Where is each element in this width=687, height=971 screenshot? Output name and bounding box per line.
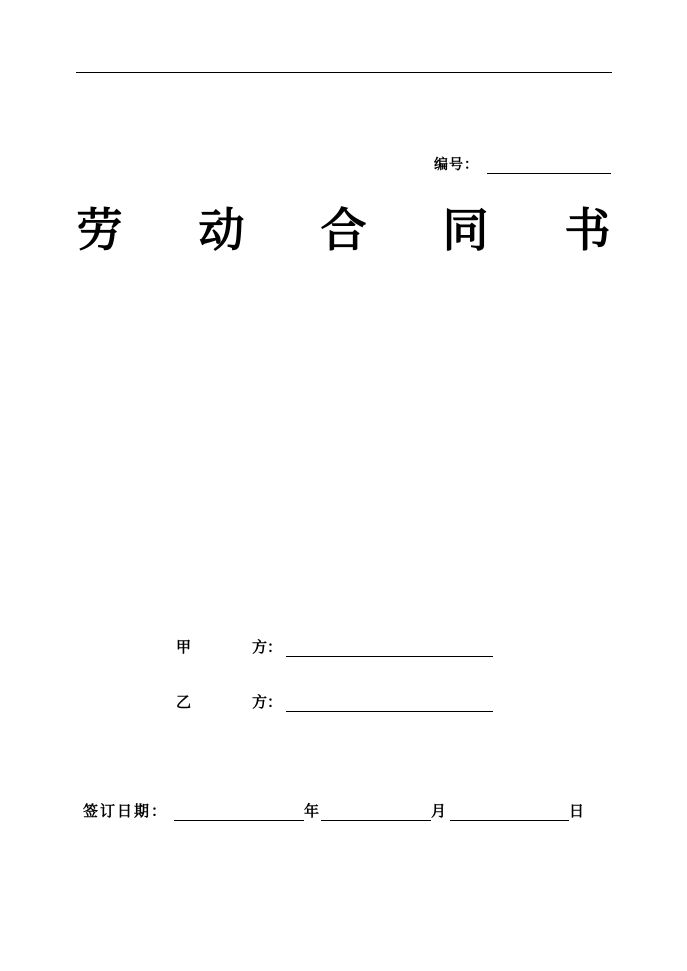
party-b-label-char: 乙 <box>176 693 192 711</box>
header-rule <box>76 72 612 73</box>
signing-day-field[interactable] <box>450 802 569 821</box>
party-a-field[interactable] <box>286 638 493 657</box>
day-label: 日 <box>569 802 587 820</box>
serial-number-label: 编号： <box>434 157 479 173</box>
signing-date-label: 签订日期： <box>83 802 169 820</box>
signing-date-row <box>83 800 586 821</box>
serial-number-row <box>434 154 611 174</box>
party-a-label-char: 甲 <box>176 638 192 656</box>
signing-month-field[interactable] <box>321 802 431 821</box>
year-label: 年 <box>304 802 322 820</box>
party-a-label-suffix: 方： <box>252 638 283 656</box>
party-b-field[interactable] <box>286 693 493 712</box>
party-a-row <box>176 636 493 657</box>
serial-number-field[interactable] <box>487 157 611 174</box>
party-b-row <box>176 691 493 712</box>
signing-year-field[interactable] <box>174 802 304 821</box>
document-title: 劳 动 合 同 书 <box>76 203 641 257</box>
party-b-label-suffix: 方： <box>252 693 283 711</box>
month-label: 月 <box>431 802 449 820</box>
